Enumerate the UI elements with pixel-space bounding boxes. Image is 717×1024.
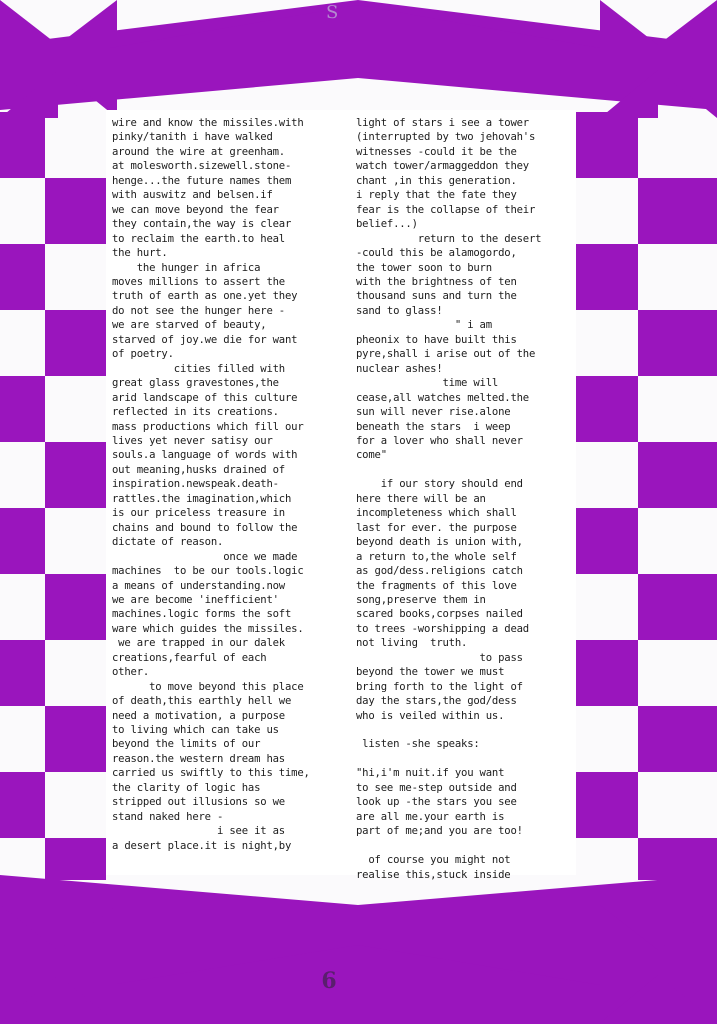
right-check-square: [638, 442, 717, 508]
right-check-square: [576, 112, 638, 178]
left-check-square: [45, 574, 106, 640]
left-check-square: [45, 178, 106, 244]
right-check-square: [576, 244, 638, 310]
right-check-square: [638, 838, 717, 880]
right-check-square: [638, 178, 717, 244]
right-check-square: [638, 310, 717, 376]
left-check-square: [0, 244, 45, 310]
top-mark: S: [326, 2, 339, 23]
left-check-square: [45, 838, 106, 880]
text-panel: [106, 110, 576, 881]
left-check-square: [0, 112, 45, 178]
right-check-square: [576, 640, 638, 706]
page-number: 6: [321, 968, 337, 994]
left-check-square: [45, 706, 106, 772]
right-check-square: [638, 574, 717, 640]
left-check-square: [0, 508, 45, 574]
left-check-square: [45, 442, 106, 508]
right-check-square: [576, 508, 638, 574]
left-text-column: wire and know the missiles.with pinky/tanith i have walked around the wire at greenham. at molesworth.sizewell.stone- henge...the future names them with auswitz and belsen.if we can move beyond the fear they contain,the way is clear to reclaim the earth.to heal the hurt. the hunger in africa moves millions to assert the truth of earth as one.yet they do not see the hunger here - we are starved of beauty, starved of joy.we die for want of poetry. cities filled with great glass gravestones,the arid landscape of this culture reflected in its creations. mass productions which fill our lives yet never satisy our souls.a language of words with out meaning,husks drained of inspiration.newspeak.death- rattles.the imagination,which is our priceless treasure in chains and bound to follow the dictate of reason. once we made machines to be our tools.logic a means of understanding.now we are become 'inefficient' machines.logic forms the soft ware which guides the missiles. we are trapped in our dalek creations,fearful of each other. to move beyond this place of death,this earthly hell we need a motivation, a purpose to living which can take us beyond the limits of our reason.the western dream has carried us swiftly to this time, the clarity of logic has stripped out illusions so we stand naked here - i see it as a desert place.it is night,by: [112, 117, 310, 852]
right-text-column: light of stars i see a tower (interrupted by two jehovah's witnesses -could it be the watch tower/armaggeddon they chant ,in this generation. i reply that the fate they fear is the collapse of their belief...) return to the desert -could this be alamogordo, the tower soon to burn with the brightness of ten thousand suns and turn the sand to glass! " i am pheonix to have built this pyre,shall i arise out of the nuclear ashes! time will cease,all watches melted.the sun will never rise.alone beneath the stars i weep for a lover who shall never come" if our story should end here there will be an incompleteness which shall last for ever. the purpose beyond death is union with, a return to,the whole self as god/dess.religions catch the fragments of this love song,preserve them in scared books,corpses nailed to trees -worshipping a dead not living truth. to pass beyond the tower we must bring forth to the light of day the stars,the god/dess who is veiled within us. listen -she speaks: "hi,i'm nuit.if you want to see me-step outside and look up -the stars you see are all me.your earth is part of me;and you are too! of course you might not realise this,stuck inside: [356, 117, 542, 881]
left-check-square: [0, 376, 45, 442]
left-check-square: [0, 772, 45, 838]
right-check-square: [576, 772, 638, 838]
left-check-square: [0, 640, 45, 706]
right-check-square: [638, 706, 717, 772]
right-check-square: [576, 376, 638, 442]
left-check-square: [45, 310, 106, 376]
